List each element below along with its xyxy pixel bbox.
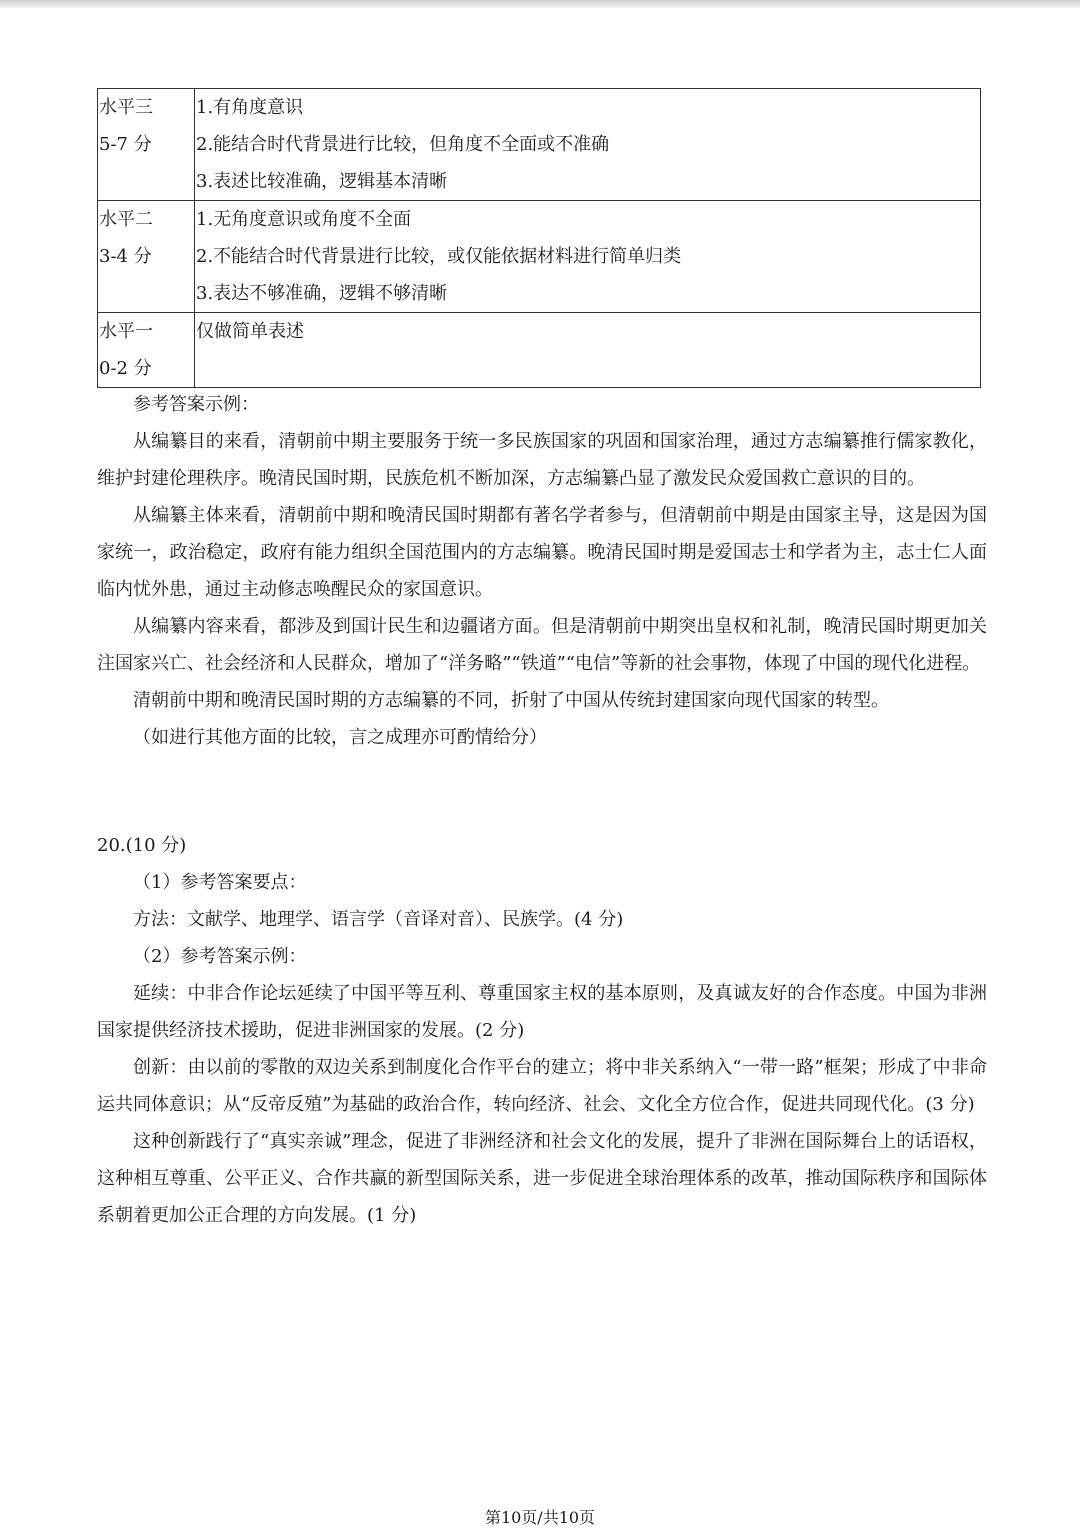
q20-heading: 20.(10 分) [97, 835, 187, 856]
rubric-row-level-2 [98, 201, 981, 313]
q19-note: （如进行其他方面的比较，言之成理亦可酌情给分） [133, 727, 547, 748]
criterion: 2.不能结合时代背景进行比较，或仅能依据材料进行简单归类 [196, 246, 682, 267]
q20-section [97, 827, 987, 1234]
rubric-criteria-cell [195, 89, 981, 201]
q20-part1-text: 方法：文献学、地理学、语言学（音译对音）、民族学。(4 分) [133, 909, 624, 930]
q19-paragraph-summary: 清朝前中期和晚清民国时期的方志编纂的不同，折射了中国从传统封建国家向现代国家的转型。 [133, 690, 889, 711]
rubric-level-cell [98, 201, 195, 313]
level-name: 水平二 [99, 209, 153, 230]
rubric-row-level-3 [98, 89, 981, 201]
q20-continuation: 延续：中非合作论坛延续了中国平等互利、尊重国家主权的基本原则，及真诚友好的合作态度。中国为非洲国家提供经济技术援助，促进非洲国家的发展。(2 分) [97, 983, 987, 1041]
criterion: 1.有角度意识 [196, 97, 304, 118]
criterion: 3.表述比较准确，逻辑基本清晰 [196, 171, 448, 192]
q20-part2-title: （2）参考答案示例： [133, 946, 307, 967]
criterion: 2.能结合时代背景进行比较，但角度不全面或不准确 [196, 134, 610, 155]
q19-ref-title: 参考答案示例： [133, 394, 259, 415]
scoring-rubric-table [97, 88, 981, 388]
rubric-criteria-cell [195, 313, 981, 388]
q20-innovation: 创新：由以前的零散的双边关系到制度化合作平台的建立；将中非关系纳入“一带一路”框架；形成了中非命运共同体意识；从“反帝反殖”为基础的政治合作，转向经济、社会、文化全方位合作，促进共同现代化。(3 分) [97, 1057, 987, 1115]
rubric-level-cell [98, 313, 195, 388]
page-number: 第10页/共10页 [484, 1508, 596, 1527]
criterion: 3.表达不够准确，逻辑不够清晰 [196, 283, 448, 304]
criterion: 1.无角度意识或角度不全面 [196, 209, 412, 230]
q20-conclusion: 这种创新践行了“真实亲诚”理念，促进了非洲经济和社会文化的发展，提升了非洲在国际舞台上的话语权，这种相互尊重、公平正义、合作共赢的新型国际关系，进一步促进全球治理体系的改革，推动国际秩序和国际体系朝着更加公正合理的方向发展。(1 分) [97, 1131, 987, 1226]
level-name: 水平一 [99, 321, 153, 342]
rubric-level-cell [98, 89, 195, 201]
level-score: 3-4 分 [99, 246, 152, 267]
rubric-row-level-1 [98, 313, 981, 388]
q19-paragraph-subject: 从编纂主体来看，清朝前中期和晚清民国时期都有著名学者参与，但清朝前中期是由国家主导，这是因为国家统一，政治稳定，政府有能力组织全国范围内的方志编纂。晚清民国时期是爱国志士和学者为主，志士仁人面临内忧外患，通过主动修志唤醒民众的家国意识。 [97, 505, 987, 600]
q19-paragraph-purpose: 从编纂目的来看，清朝前中期主要服务于统一多民族国家的巩固和国家治理，通过方志编纂推行儒家教化，维护封建伦理秩序。晚清民国时期，民族危机不断加深，方志编纂凸显了激发民众爱国救亡意识的目的。 [97, 431, 987, 489]
q20-part1-title: （1）参考答案要点： [133, 872, 307, 893]
q19-reference-answer [97, 386, 987, 756]
level-name: 水平三 [99, 97, 153, 118]
level-score: 0-2 分 [99, 358, 152, 379]
q19-paragraph-content: 从编纂内容来看，都涉及到国计民生和边疆诸方面。但是清朝前中期突出皇权和礼制，晚清民国时期更加关注国家兴亡、社会经济和人民群众，增加了“洋务略”“铁道”“电信”等新的社会事物，体现了中国的现代化进程。 [97, 616, 987, 674]
criterion: 仅做简单表述 [196, 321, 304, 342]
level-score: 5-7 分 [99, 134, 152, 155]
rubric-criteria-cell [195, 201, 981, 313]
